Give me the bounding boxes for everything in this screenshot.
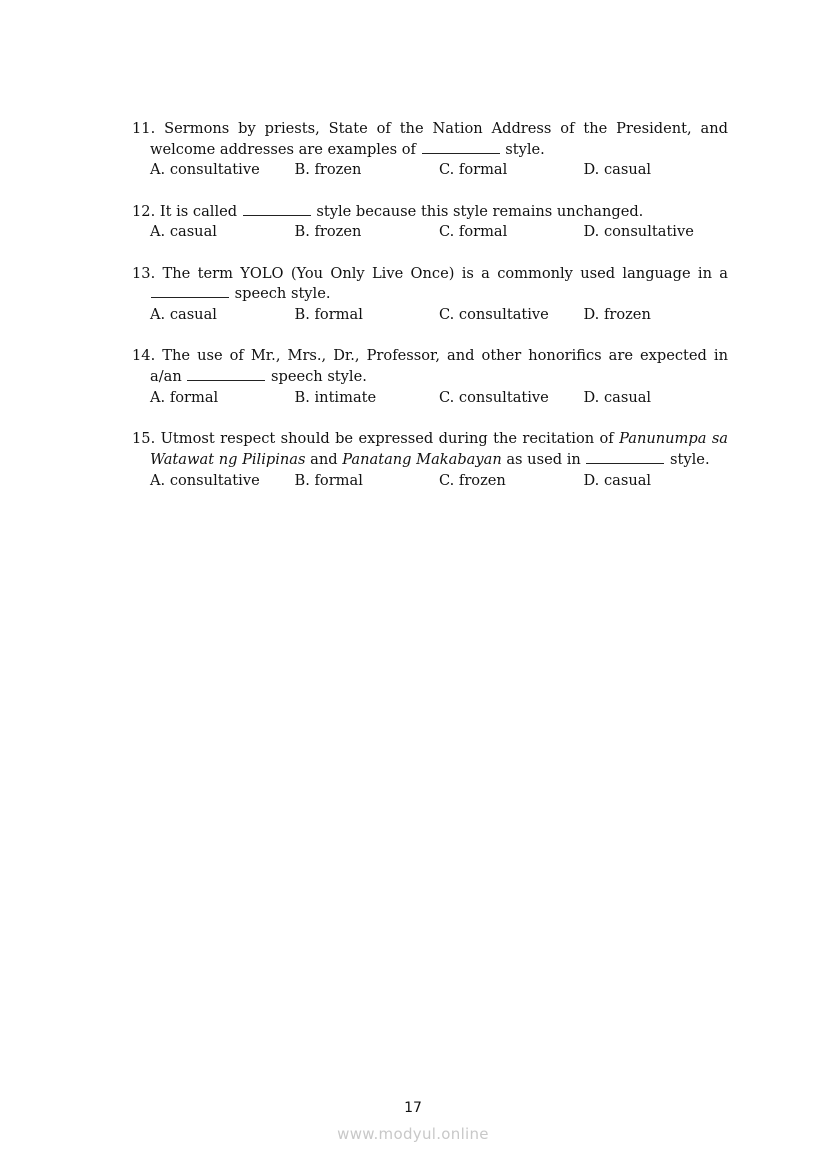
choice-row xyxy=(132,222,728,243)
question-item xyxy=(132,119,728,181)
choice-option: B. intimate xyxy=(294,388,377,406)
choice-option: C. formal xyxy=(439,223,508,241)
question-stem xyxy=(132,429,728,470)
choice-option: A. formal xyxy=(150,388,219,406)
choice-option: B. formal xyxy=(294,471,363,489)
question-stem xyxy=(132,202,728,223)
stem-text: The use of Mr., Mrs., Dr., Professor, and other honorifics are expected in a/an xyxy=(150,347,728,386)
choice-row xyxy=(132,471,728,492)
choice-row xyxy=(132,160,728,181)
answer-blank xyxy=(422,140,500,154)
choice-option: C. consultative xyxy=(439,388,549,406)
question-stem xyxy=(132,264,728,305)
stem-text: style. xyxy=(500,140,545,158)
stem-text: as used in xyxy=(501,450,586,468)
choice-option: D. casual xyxy=(583,388,652,406)
choice-option: B. frozen xyxy=(294,161,362,179)
choice-option: B. formal xyxy=(294,306,363,324)
choice-option: C. consultative xyxy=(439,306,549,324)
question-number: 12. xyxy=(132,202,156,220)
stem-text: and xyxy=(305,450,343,468)
answer-blank xyxy=(586,450,664,464)
question-item xyxy=(132,429,728,491)
stem-text: speech style. xyxy=(230,285,331,303)
choice-row xyxy=(132,305,728,326)
question-number: 11. xyxy=(132,120,156,137)
answer-blank xyxy=(151,284,229,298)
question-item xyxy=(132,202,728,243)
choice-option: A. casual xyxy=(150,306,217,324)
answer-blank xyxy=(187,367,265,381)
choice-option: A. casual xyxy=(150,223,217,241)
question-number: 13. xyxy=(132,264,156,282)
question-item xyxy=(132,346,728,408)
choice-option: C. frozen xyxy=(439,471,506,489)
stem-text: speech style. xyxy=(266,368,367,386)
choice-option: A. consultative xyxy=(150,471,260,489)
choice-option: C. formal xyxy=(439,161,508,179)
answer-blank xyxy=(243,202,311,216)
choice-option: D. frozen xyxy=(583,306,651,324)
stem-text: The term YOLO (You Only Live Once) is a commonly used language in a xyxy=(162,264,729,282)
page-number: 17 xyxy=(404,1100,422,1116)
choice-option: B. frozen xyxy=(294,223,362,241)
question-item xyxy=(132,264,728,326)
choice-option: A. consultative xyxy=(150,161,260,179)
question-number: 15. xyxy=(132,430,156,448)
stem-text: It is called xyxy=(159,202,242,220)
stem-text: Sermons by priests, State of the Nation Address of the President, and welcome addresses are examples of xyxy=(150,120,728,158)
watermark-text: www.modyul.online xyxy=(337,1125,489,1143)
question-list xyxy=(132,119,728,512)
question-stem xyxy=(132,119,728,160)
italic-title-text: Panunumpa sa Watawat ng Pilipinas xyxy=(150,430,729,468)
stem-text: Utmost respect should be expressed during the recitation of xyxy=(160,430,620,448)
italic-title-text: Panatang Makabayan xyxy=(342,450,502,468)
question-stem xyxy=(132,346,728,387)
choice-option: D. consultative xyxy=(583,223,694,241)
stem-text: style. xyxy=(665,450,710,468)
stem-text: style because this style remains unchanged. xyxy=(311,202,644,220)
choice-row xyxy=(132,388,728,409)
question-number: 14. xyxy=(132,347,156,365)
choice-option: D. casual xyxy=(583,471,652,489)
choice-option: D. casual xyxy=(583,161,652,179)
